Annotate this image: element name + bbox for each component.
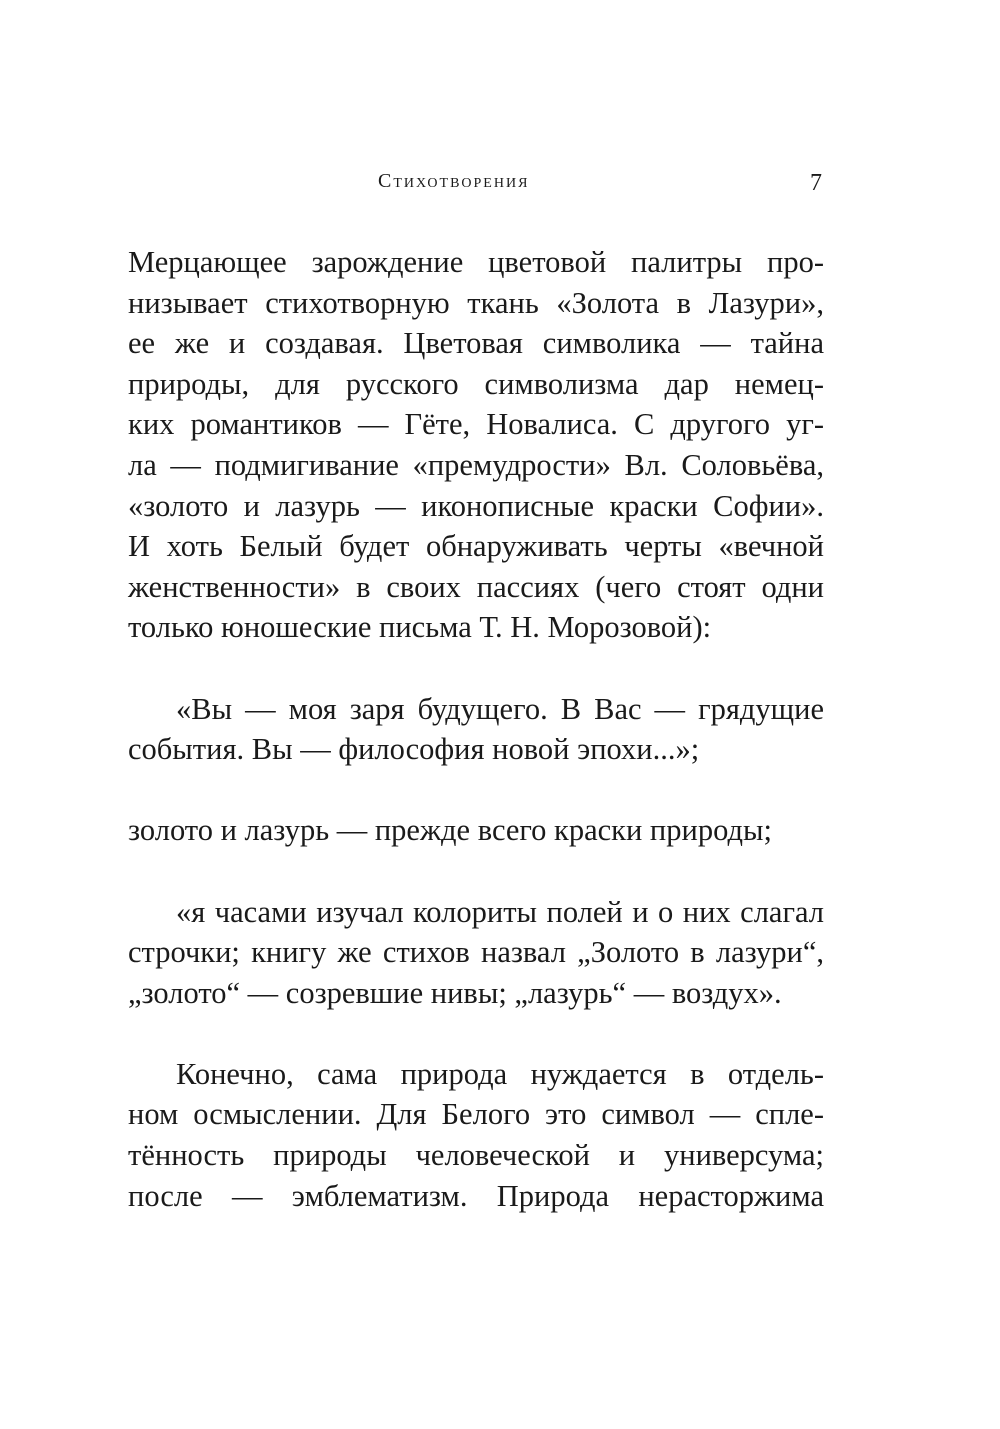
quote-line: „золото“ — созревшие нивы; „лазурь“ — воздух». [128,975,782,1010]
text-line: женственности» в своих пассиях (чего стоят одни [128,569,824,604]
text-line: природы, для русского символизма дар немец- [128,366,824,401]
running-head [128,170,824,204]
blank-line [128,1013,824,1054]
text-line: золото и лазурь — прежде всего краски природы; [128,813,772,848]
paragraph-2 [128,810,824,851]
quote-2 [128,892,824,1014]
text-line: только юношеские письма Т. Н. Морозовой): [128,610,712,645]
text-line: И хоть Белый будет обнаруживать черты «вечной [128,529,824,564]
quote-line: строчки; книгу же стихов назвал „Золото в лазури“, [128,935,824,970]
text-line: тённость природы человеческой и универсума; [128,1138,824,1173]
quote-line: события. Вы — философия новой эпохи...»; [128,732,700,767]
paragraph-3 [128,1054,824,1216]
page-number: 7 [810,170,822,196]
text-line: «золото и лазурь — иконописные краски Софии». [128,488,824,523]
text-line: Конечно, сама природа нуждается в отдель- [176,1056,824,1091]
text-line: ла — подмигивание «премудрости» Вл. Соловьёва, [128,447,824,482]
blank-line [128,648,824,689]
paragraph-1 [128,242,824,648]
text-line: ее же и создавая. Цветовая символика — тайна [128,326,824,361]
text-line: ких романтиков — Гёте, Новалиса. С другого уг- [128,407,824,442]
running-title: Стихотворения [378,170,530,192]
quote-line: «Вы — моя заря будущего. В Вас — грядущие [176,691,824,726]
quote-1 [128,689,824,770]
blank-line [128,770,824,811]
quote-line: «я часами изучал колориты полей и о них слагал [176,894,824,929]
text-line: после — эмблематизм. Природа нерасторжима [128,1178,824,1213]
book-page [128,170,824,1216]
text-line: ном осмыслении. Для Белого это символ — спле- [128,1097,824,1132]
text-line: Мерцающее зарождение цветовой палитры про- [128,245,824,279]
blank-line [128,851,824,892]
text-line: низывает стихотворную ткань «Золота в Лазури», [128,285,824,320]
